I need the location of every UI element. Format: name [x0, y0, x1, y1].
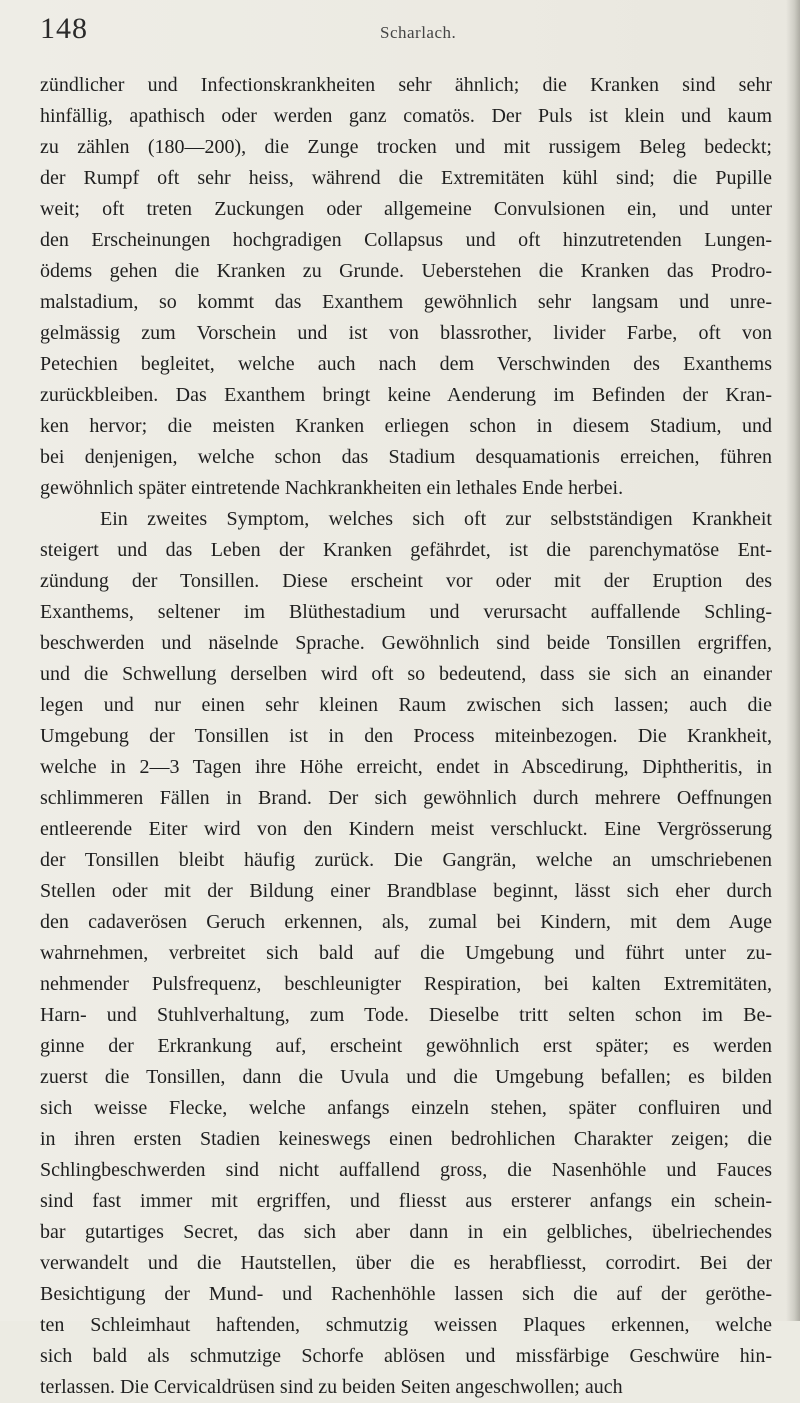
- text-line: Stellen oder mit der Bildung einer Brandblase beginnt, lässt sich eher durch: [40, 880, 772, 902]
- text-line: bei denjenigen, welche schon das Stadium desquamationis erreichen, führen: [40, 446, 772, 468]
- running-title: Scharlach.: [380, 23, 457, 42]
- text-line: den Erscheinungen hochgradigen Collapsus und oft hinzutretenden Lungen-: [40, 229, 772, 251]
- text-line: den cadaverösen Geruch erkennen, als, zumal bei Kindern, mit dem Auge: [40, 911, 772, 933]
- text-line: ten Schleimhaut haftenden, schmutzig weissen Plaques erkennen, welche: [40, 1314, 772, 1336]
- body-text: [40, 70, 772, 1403]
- text-line: zuerst die Tonsillen, dann die Uvula und die Umgebung befallen; es bilden: [40, 1066, 772, 1088]
- text-line: zurückbleiben. Das Exanthem bringt keine Aenderung im Befinden der Kran-: [40, 384, 772, 406]
- text-line: ken hervor; die meisten Kranken erliegen schon in diesem Stadium, und: [40, 415, 772, 437]
- text-line: beschwerden und näselnde Sprache. Gewöhnlich sind beide Tonsillen ergriffen,: [40, 632, 772, 654]
- text-line: zündlicher und Infectionskrankheiten sehr ähnlich; die Kranken sind sehr: [40, 74, 772, 96]
- text-line: Petechien begleitet, welche auch nach dem Verschwinden des Exanthems: [40, 353, 772, 375]
- text-line: entleerende Eiter wird von den Kindern meist verschluckt. Eine Vergrösserung: [40, 818, 772, 840]
- paragraph-end-line: gewöhnlich später eintretende Nachkrankheiten ein lethales Ende herbei.: [40, 477, 624, 499]
- text-line: sich weisse Flecke, welche anfangs einzeln stehen, später confluiren und: [40, 1097, 772, 1119]
- text-line: malstadium, so kommt das Exanthem gewöhnlich sehr langsam und unre-: [40, 291, 772, 313]
- text-line: der Rumpf oft sehr heiss, während die Extremitäten kühl sind; die Pupille: [40, 167, 772, 189]
- text-line: gelmässig zum Vorschein und ist von blassrother, livider Farbe, oft von: [40, 322, 772, 344]
- text-line: nehmender Pulsfrequenz, beschleunigter Respiration, bei kalten Extremitäten,: [40, 973, 772, 995]
- text-line: schlimmeren Fällen in Brand. Der sich gewöhnlich durch mehrere Oeffnungen: [40, 787, 772, 809]
- text-line: wahrnehmen, verbreitet sich bald auf die Umgebung und führt unter zu-: [40, 942, 772, 964]
- text-line: terlassen. Die Cervicaldrüsen sind zu beiden Seiten angeschwollen; auch: [40, 1376, 623, 1398]
- page-binding-shadow: [786, 0, 800, 1321]
- text-line: welche in 2—3 Tagen ihre Höhe erreicht, endet in Abscedirung, Diphtheritis, in: [40, 756, 772, 778]
- text-line: bar gutartiges Secret, das sich aber dann in ein gelbliches, übelriechendes: [40, 1221, 772, 1243]
- text-line: Harn- und Stuhlverhaltung, zum Tode. Dieselbe tritt selten schon im Be-: [40, 1004, 772, 1026]
- text-line: verwandelt und die Hautstellen, über die es herabfliesst, corrodirt. Bei der: [40, 1252, 772, 1274]
- text-line: sich bald als schmutzige Schorfe ablösen und missfärbige Geschwüre hin-: [40, 1345, 772, 1367]
- text-line: Umgebung der Tonsillen ist in den Process miteinbezogen. Die Krankheit,: [40, 725, 772, 747]
- text-line: in ihren ersten Stadien keineswegs einen bedrohlichen Charakter zeigen; die: [40, 1128, 772, 1150]
- text-line: Schlingbeschwerden sind nicht auffallend gross, die Nasenhöhle und Fauces: [40, 1159, 772, 1181]
- page-number: 148: [40, 12, 88, 45]
- text-line: hinfällig, apathisch oder werden ganz comatös. Der Puls ist klein und kaum: [40, 105, 772, 127]
- text-line: ödems gehen die Kranken zu Grunde. Ueberstehen die Kranken das Prodro-: [40, 260, 772, 282]
- text-line: weit; oft treten Zuckungen oder allgemeine Convulsionen ein, und unter: [40, 198, 772, 220]
- text-line: sind fast immer mit ergriffen, und fliesst aus ersterer anfangs ein schein-: [40, 1190, 772, 1212]
- text-line: und die Schwellung derselben wird oft so bedeutend, dass sie sich an einander: [40, 663, 772, 685]
- text-line: Besichtigung der Mund- und Rachenhöhle lassen sich die auf der geröthe-: [40, 1283, 772, 1305]
- page-header: [40, 12, 770, 52]
- text-line: ginne der Erkrankung auf, erscheint gewöhnlich erst später; es werden: [40, 1035, 772, 1057]
- text-line: Exanthems, seltener im Blüthestadium und verursacht auffallende Schling-: [40, 601, 772, 623]
- text-line: zündung der Tonsillen. Diese erscheint vor oder mit der Eruption des: [40, 570, 772, 592]
- text-line: zu zählen (180—200), die Zunge trocken und mit russigem Beleg bedeckt;: [40, 136, 772, 158]
- text-line: steigert und das Leben der Kranken gefährdet, ist die parenchymatöse Ent-: [40, 539, 772, 561]
- paragraph-start-line: Ein zweites Symptom, welches sich oft zur selbstständigen Krankheit: [100, 508, 772, 530]
- text-line: legen und nur einen sehr kleinen Raum zwischen sich lassen; auch die: [40, 694, 772, 716]
- text-line: der Tonsillen bleibt häufig zurück. Die Gangrän, welche an umschriebenen: [40, 849, 772, 871]
